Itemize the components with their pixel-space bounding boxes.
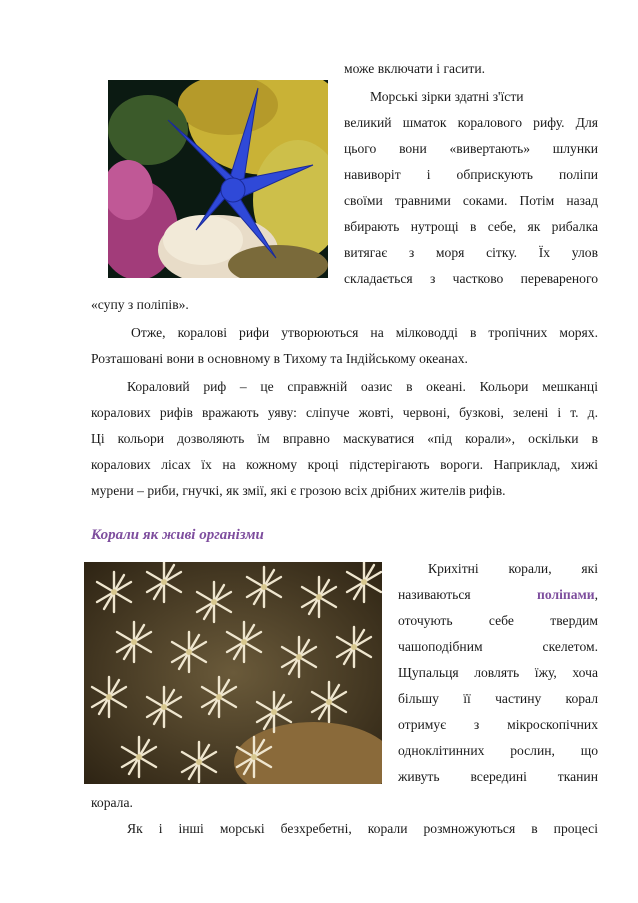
starfish-coral-image — [108, 80, 328, 278]
text-line: більшу її частину корал — [398, 691, 598, 706]
text-line: Ці кольори дозволяють їм вправно маскуватися «під корали», оскільки в — [91, 431, 598, 446]
text-line: Крихітні корали, які — [428, 561, 598, 576]
text-line-polyps — [398, 586, 598, 604]
text-line: складається з частково перевареного — [344, 271, 598, 286]
text-line: цього вони «вивертають» шлунки — [344, 141, 598, 156]
text-line: Щупальця ловлять їжу, хоча — [398, 665, 598, 680]
text-line: може включати і гасити. — [344, 61, 485, 76]
text-line: навиворіт і обприскують поліпи — [344, 167, 598, 182]
text-line: коралових рифів вражають уяву: сліпуче жовті, червоні, бузкові, зелені і т. д. — [91, 405, 598, 420]
text-line: Отже, коралові рифи утворюються на мілководді в тропічних морях. — [131, 325, 598, 340]
text-line: живуть всередині тканин — [398, 769, 598, 784]
text-fragment: називаються — [398, 587, 471, 602]
section-heading: Корали як живі організми — [91, 527, 264, 543]
polyps-term — [537, 586, 598, 604]
text-line: оточують себе твердим — [398, 613, 598, 628]
text-line: коралових лісах їх на кожному кроці підстерігають вороги. Наприклад, хижі — [91, 457, 598, 472]
text-line: отримує з мікроскопічних — [398, 717, 598, 732]
text-line: своїми травними соками. Потім назад — [344, 193, 598, 208]
text-line: мурени – риби, гнучкі, як змії, які є грозою всіх дрібних жителів рифів. — [91, 483, 506, 498]
text-line: корала. — [91, 795, 133, 810]
text-line: витягає з моря сітку. Їх улов — [344, 245, 598, 260]
text-line: вбирають нутрощі в себе, як рибалка — [344, 219, 598, 234]
text-line: Розташовані вони в основному в Тихому та Індійському океанах. — [91, 351, 468, 366]
text-line: Кораловий риф – це справжній оазис в океані. Кольори мешканці — [127, 379, 598, 394]
text-line: великий шматок коралового рифу. Для — [344, 115, 598, 130]
text-line: Як і інші морські безхребетні, корали розмножуються в процесі — [127, 821, 598, 836]
coral-polyps-image — [84, 562, 382, 784]
text-line: одноклітинних рослин, що — [398, 743, 598, 758]
highlighted-term: поліпами — [537, 587, 595, 602]
text-line: «супу з поліпів». — [91, 297, 189, 312]
text-line: чашоподібним скелетом. — [398, 639, 598, 654]
text-fragment: , — [594, 587, 598, 602]
text-line: Морські зірки здатні з'їсти — [370, 89, 524, 104]
